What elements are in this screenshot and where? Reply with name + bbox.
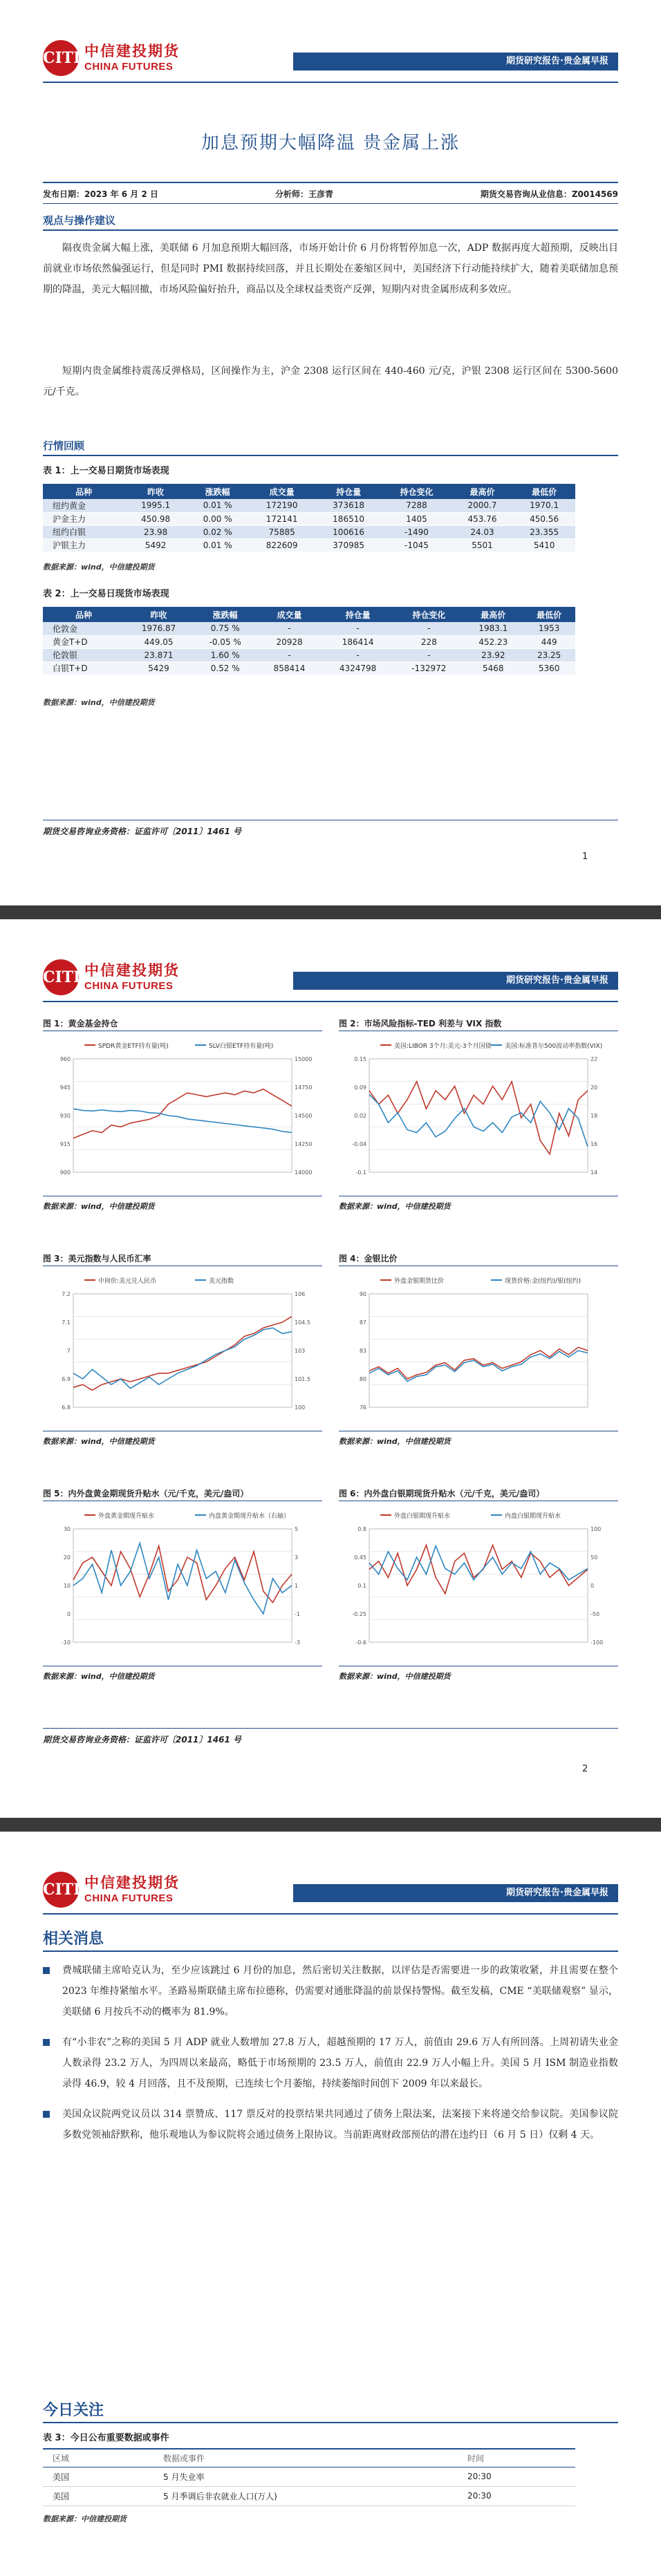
tick-label: 14500 [295,1113,313,1119]
tick-label: 106 [295,1291,306,1297]
tick-label: 945 [59,1084,71,1091]
table-cell: 453.76 [451,512,514,525]
tick-label: -1 [295,1611,300,1617]
page-header [43,37,618,79]
legend-label: 中间价:美元兑人民币 [98,1278,157,1285]
tick-label: -100 [590,1639,604,1646]
tick-label: 16 [590,1141,598,1147]
page-number: 2 [582,1764,588,1774]
table-cell: 5429 [124,661,193,675]
tick-label: 10 [63,1583,71,1589]
chart-3 [43,1270,322,1428]
table-cell: 0.02 % [187,525,249,538]
bullet-icon [43,2111,50,2118]
col-header: 涨跌幅 [187,484,249,499]
figure-2 [339,1016,618,1212]
header-divider [43,82,618,83]
view-paragraph-1: 隔夜贵金属大幅上涨，美联储 6 月加息预期大幅回落，市场开始计价 6 月份将暂停加息一次，ADP 数据再度大超预期，反映出目前就业市场依然偏强运行，但是同时 PMI 数据持续回落，并且长期处在萎缩区间中，美国经济下行动能持续扩大，随着美联储加息预期的降温，美元大幅回撤，市场风险偏好抬升，商品以及全球权益类资产反弹，短期内对贵金属形成利多效应。 [43,243,618,295]
table-cell: 7288 [382,499,451,512]
legend-label: 美元指数 [209,1278,234,1285]
tick-label: 100 [295,1404,306,1411]
tick-label: 14 [590,1169,598,1176]
figure-source: 数据来源：wind，中信建投期货 [339,1666,618,1682]
tick-label: 14000 [295,1169,313,1176]
table-row [43,622,575,635]
figure-1 [43,1016,322,1212]
section-divider [43,2422,618,2423]
calendar-table [43,2448,575,2506]
report-title: 加息预期大幅降温 贵金属上涨 [201,133,460,153]
tick-label: 0.8 [357,1526,366,1532]
footer-license: 期货交易咨询业务资格：证监许可〔2011〕1461 号 [43,827,241,836]
logo-text-cn: 中信建投期货 [84,42,180,59]
tick-label: -3 [295,1639,300,1646]
col-header: 区域 [43,2449,153,2467]
chart-5 [43,1505,322,1663]
spot-table [43,607,575,675]
table-cell: 纽约白银 [43,525,124,538]
tick-label: 104.5 [295,1319,310,1326]
table-cell: 100616 [315,525,382,538]
table-cell: 5492 [124,538,187,552]
plot-area [369,1294,588,1407]
col-header: 持仓量 [322,607,395,622]
news-item [43,1960,618,2022]
tick-label: 900 [59,1169,71,1176]
tick-label: 0.09 [354,1084,366,1091]
tick-label: 30 [63,1526,71,1532]
logo-mark: CITIC [43,40,79,76]
tick-label: 20 [590,1084,598,1091]
tick-label: 915 [59,1141,71,1147]
legend-label: 内盘黄金期现升贴水（右轴） [209,1513,290,1520]
table-row [43,2467,575,2486]
tick-label: 15000 [295,1056,313,1062]
table-cell: 20:30 [458,2467,575,2486]
tick-label: 0.45 [354,1554,366,1561]
table-row [43,499,575,512]
col-header: 涨跌幅 [193,607,257,622]
page-header [43,1869,618,1910]
table-cell: 1995.1 [124,499,187,512]
company-logo [43,37,250,79]
tick-label: 960 [59,1056,71,1062]
tick-label: 6.8 [62,1404,71,1411]
section-divider [43,1950,618,1952]
legend-label: SPDR黄金ETF持有量(吨) [98,1043,169,1050]
table-cell: -1045 [382,538,451,552]
tick-label: 80 [359,1376,366,1382]
table-cell: 美国 [43,2467,153,2486]
legend-label: 外盘白银期现升贴水 [394,1513,451,1520]
col-header: 最高价 [451,484,514,499]
col-header: 持仓变化 [394,607,463,622]
tick-label: 1 [295,1583,299,1589]
report-type-tag: 期货研究报告·贵金属早报 [293,972,618,990]
table-cell: 4324798 [322,661,395,675]
col-header: 成交量 [257,607,321,622]
table-cell: 伦敦银 [43,648,124,661]
analyst-name: 分析师：王彦青 [275,189,334,199]
bullet-icon [43,1967,50,1974]
col-header: 时间 [458,2449,575,2467]
table-cell: 172141 [248,512,315,525]
table-row [43,648,575,661]
plot-area [369,1059,588,1172]
section-title-review: 行情回顾 [43,440,85,452]
publish-date: 发布日期：2023 年 6 月 2 日 [43,189,158,199]
table2-caption: 表 2：上一交易日现货市场表现 [43,589,169,599]
header-divider [43,1913,618,1915]
logo-mark: CITIC [43,959,79,995]
table-cell: 20:30 [458,2486,575,2506]
legend-label: 内盘白银期现升贴水 [505,1513,561,1520]
figure-4 [339,1251,618,1447]
table-cell: 23.25 [523,648,575,661]
tick-label: 0.1 [357,1583,366,1589]
tick-label: -50 [590,1611,600,1617]
col-header: 数据或事件 [153,2449,458,2467]
chart-1 [43,1035,322,1193]
tick-label: 0 [590,1583,595,1589]
footer-license: 期货交易咨询业务资格：证监许可〔2011〕1461 号 [43,1735,241,1745]
figure-caption: 图 6：内外盘白银期现货升贴水（元/千克，美元/盎司） [339,1486,618,1501]
calendar-caption: 表 3：今日公布重要数据或事件 [43,2433,169,2443]
news-text: 美国众议院两党议员以 314 票赞成、117 票反对的投票结果共同通过了债务上限法案，法案接下来将递交给参议院。美国参议院多数党领袖舒默称，他乐观地认为参议院将会通过债务上限协议。当前距离财政部预估的潜在违约日（6 月 5 日）仅剩 4 天。 [62,2109,618,2141]
table-cell: 1976.87 [124,622,193,635]
section-title-news: 相关消息 [43,1930,104,1948]
table-cell: 5468 [463,661,523,675]
table-cell: 1970.1 [513,499,575,512]
figure-source: 数据来源：wind，中信建投期货 [43,1431,322,1447]
table-cell: 伦敦金 [43,622,124,635]
table-cell: 23.871 [124,648,193,661]
tick-label: 101.5 [295,1376,310,1382]
news-text: 费城联储主席哈克认为，至少应该跳过 6 月份的加息，然后密切关注数据，以评估是否需要进一步的政策收紧，并且需要在整个 2023 年维持紧缩水平。圣路易斯联储主席布拉德称，仍需要对通胀降温的前景保持警惕。截至发稿，CME “美联储观察” 显示，美联储 6 月按兵不动的概率为 81.9%。 [62,1965,618,2018]
table-cell: 23.355 [513,525,575,538]
col-header: 品种 [43,607,124,622]
figure-5 [43,1486,322,1682]
table1-caption: 表 1：上一交易日期货市场表现 [43,466,169,476]
table1-source: 数据来源：wind，中信建投期货 [43,563,155,572]
col-header: 昨收 [124,484,187,499]
table-cell: 373618 [315,499,382,512]
tick-label: 930 [59,1113,71,1119]
tick-label: -10 [61,1639,71,1646]
footer-divider [43,1728,618,1729]
tick-label: 100 [590,1526,602,1532]
table-cell: 186414 [322,635,395,648]
table-cell: 5 月失业率 [153,2467,458,2486]
table-cell: -132972 [394,661,463,675]
calendar-source: 数据来源：中信建投期货 [43,2514,127,2523]
table-cell: 沪金主力 [43,512,124,525]
table-cell: 白银T+D [43,661,124,675]
figure-caption: 图 2：市场风险指标-TED 利差与 VIX 指数 [339,1016,618,1031]
logo-text-cn: 中信建投期货 [84,961,180,979]
table-cell: 1.60 % [193,648,257,661]
meta-divider-top [43,182,618,183]
plot-area [73,1529,292,1642]
table-cell: 5360 [523,661,575,675]
table-cell: 172190 [248,499,315,512]
futures-table [43,484,575,552]
tick-label: -0.25 [352,1611,366,1617]
table-cell: 纽约黄金 [43,499,124,512]
table-cell: 沪银主力 [43,538,124,552]
col-header: 品种 [43,484,124,499]
table-cell: - [394,622,463,635]
logo-text-en: CHINA FUTURES [84,61,174,73]
tick-label: -0.04 [352,1141,366,1147]
tick-label: 7.1 [62,1319,71,1326]
report-page-2 [0,919,661,1818]
license-info: 期货交易咨询从业信息：Z0014569 [480,189,618,199]
meta-divider-bottom [43,203,618,204]
table-cell: 0.52 % [193,661,257,675]
table-cell: 186510 [315,512,382,525]
col-header: 最高价 [463,607,523,622]
col-header: 成交量 [248,484,315,499]
section-divider [43,455,618,456]
table-cell: - [394,648,463,661]
tick-label: 0 [66,1611,71,1617]
col-header: 昨收 [124,607,193,622]
figure-3 [43,1251,322,1447]
col-header: 最低价 [513,484,575,499]
table-cell: -1490 [382,525,451,538]
table-row [43,538,575,552]
table-cell: 2000.7 [451,499,514,512]
table-cell: 0.01 % [187,538,249,552]
tick-label: 0.02 [354,1113,366,1119]
table-cell: 0.00 % [187,512,249,525]
tick-label: 90 [359,1291,366,1297]
table-cell: 1983.1 [463,622,523,635]
table-cell: 0.75 % [193,622,257,635]
logo-mark: CITIC [43,1872,79,1908]
plot-area [73,1059,292,1172]
news-text: 有“小非农”之称的美国 5 月 ADP 就业人数增加 27.8 万人，超越预期的 17 万人，前值由 29.6 万人有所回落。上周初请失业金人数录得 23.2 万人，为四周以来最高，略低于市场预期的 23.5 万人，前值由 22.9 万人小幅上升。美国 5 月 ISM 制造业指数录得 46.9，较 4 月回落，且不及预期，已连续七个月萎缩，持续萎缩时间创下 2009 年以来最长。 [62,2037,618,2089]
plot-area [73,1294,292,1407]
table-cell: 0.01 % [187,499,249,512]
figure-source: 数据来源：wind，中信建投期货 [43,1196,322,1212]
tick-label: 103 [295,1348,306,1354]
news-list [43,1960,618,2155]
report-type-tag: 期货研究报告·贵金属早报 [293,53,618,70]
figure-caption: 图 1：黄金基金持仓 [43,1016,322,1031]
tick-label: 0.15 [354,1056,366,1062]
table-cell: 452.23 [463,635,523,648]
tick-label: 22 [590,1056,598,1062]
figure-caption: 图 5：内外盘黄金期现货升贴水（元/千克，美元/盎司） [43,1486,322,1501]
figure-6 [339,1486,618,1682]
page-header [43,957,618,998]
table-row [43,512,575,525]
table-row [43,2486,575,2506]
table-cell: - [322,622,395,635]
table-cell: 23.98 [124,525,187,538]
table-cell: 美国 [43,2486,153,2506]
tick-label: 83 [359,1348,366,1354]
section-divider [43,229,618,231]
logo-text-en: CHINA FUTURES [84,1892,174,1904]
company-logo [43,1869,250,1910]
table-cell: 5501 [451,538,514,552]
bullet-icon [43,2039,50,2046]
table-cell: -0.05 % [193,635,257,648]
page-number: 1 [582,852,588,862]
table-row [43,635,575,648]
tick-label: 50 [590,1554,598,1561]
table-cell: 228 [394,635,463,648]
tick-label: 7.2 [62,1291,71,1297]
tick-label: 6.9 [62,1376,71,1382]
col-header: 持仓量 [315,484,382,499]
tick-label: 5 [295,1526,299,1532]
legend-label: 外盘黄金期现升贴水 [98,1513,155,1520]
table-cell: 20928 [257,635,321,648]
logo-text-cn: 中信建投期货 [84,1874,180,1891]
legend-label: 外盘金银期货比价 [394,1278,445,1285]
col-header: 持仓变化 [382,484,451,499]
table-cell: 370985 [315,538,382,552]
report-meta [43,185,618,202]
tick-label: -0.1 [355,1169,366,1176]
legend-label: SLV白银ETF持有量(吨) [209,1043,274,1050]
view-paragraph-2: 短期内贵金属维持震荡反弹格局，区间操作为主，沪金 2308 运行区间在 440-460 元/克，沪银 2308 运行区间在 5300-5600 元/千克。 [43,366,618,397]
legend-label: 现货价格:金(纽约)/银(纽约) [505,1278,581,1285]
header-divider [43,1001,618,1002]
news-item [43,2032,618,2094]
report-page-1 [0,0,661,905]
table-cell: 23.92 [463,648,523,661]
table-row [43,661,575,675]
tick-label: 7 [66,1348,71,1354]
figure-source: 数据来源：wind，中信建投期货 [339,1431,618,1447]
table-cell: 450.56 [513,512,575,525]
report-page-3 [0,1832,661,2576]
table-cell: 858414 [257,661,321,675]
tick-label: 14250 [295,1141,313,1147]
tick-label: 18 [590,1113,598,1119]
table2-source: 数据来源：wind，中信建投期货 [43,698,155,707]
tick-label: 3 [295,1554,299,1561]
table-row [43,525,575,538]
table-cell: 450.98 [124,512,187,525]
tick-label: -0.6 [355,1639,366,1646]
tick-label: 76 [359,1404,366,1411]
legend-label: 美国:标准普尔500波动率指数(VIX) [505,1043,603,1050]
company-logo [43,957,250,998]
section-title-today: 今日关注 [43,2402,104,2419]
table-cell: 449.05 [124,635,193,648]
legend-label: 美国:LIBOR 3个月:美元-3个月国债 [394,1043,492,1050]
table-cell: 5 月季调后非农就业人口(万人) [153,2486,458,2506]
figure-caption: 图 4：金银比价 [339,1251,618,1266]
chart-6 [339,1505,618,1663]
section-title-view: 观点与操作建议 [43,214,116,227]
table-cell: 75885 [248,525,315,538]
table-cell: 5410 [513,538,575,552]
tick-label: 14750 [295,1084,313,1091]
figure-source: 数据来源：wind，中信建投期货 [43,1666,322,1682]
table-cell: 1953 [523,622,575,635]
figure-source: 数据来源：wind，中信建投期货 [339,1196,618,1212]
figure-caption: 图 3：美元指数与人民币汇率 [43,1251,322,1266]
table-cell: - [322,648,395,661]
table-cell: - [257,648,321,661]
chart-4 [339,1270,618,1428]
news-item [43,2104,618,2145]
plot-area [369,1529,588,1642]
table-cell: 822609 [248,538,315,552]
table-cell: 黄金T+D [43,635,124,648]
tick-label: 20 [63,1554,71,1561]
report-type-tag: 期货研究报告·贵金属早报 [293,1884,618,1902]
chart-2 [339,1035,618,1193]
logo-text-en: CHINA FUTURES [84,980,174,992]
table-cell: - [257,622,321,635]
table-cell: 449 [523,635,575,648]
table-cell: 1405 [382,512,451,525]
table-cell: 24.03 [451,525,514,538]
tick-label: 87 [359,1319,366,1326]
col-header: 最低价 [523,607,575,622]
